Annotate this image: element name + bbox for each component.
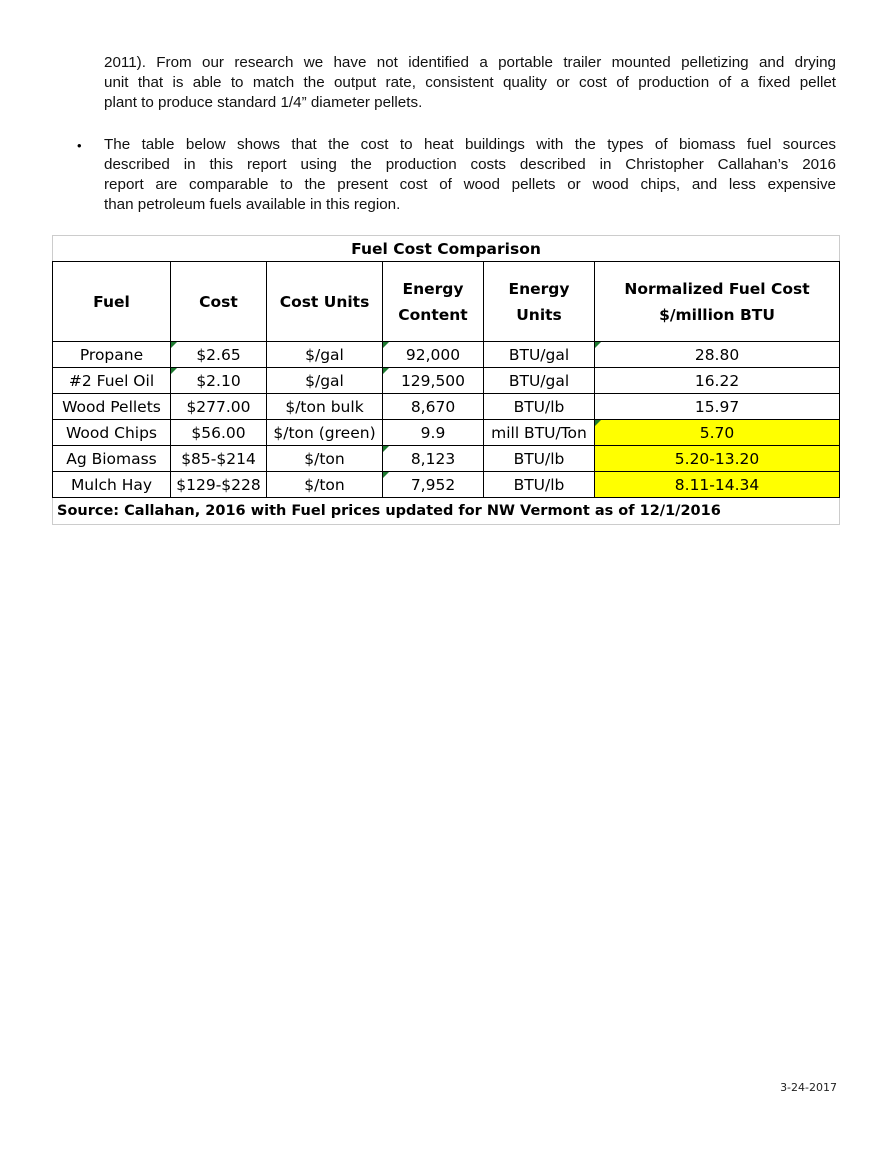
cell-fuel: Wood Pellets <box>53 394 171 420</box>
bullet-paragraph <box>104 135 836 215</box>
cell-normalized-highlighted: 5.70 <box>595 420 840 446</box>
cell-cost: $2.65 <box>171 342 267 368</box>
cell-cost: $129-$228 <box>171 472 267 498</box>
header-cost: Cost <box>171 262 267 342</box>
cell-energy-units: BTU/gal <box>484 342 595 368</box>
paragraph-line: The table below shows that the cost to heat buildings with the types of biomass fuel sources <box>104 136 836 153</box>
footer-date: 3-24-2017 <box>780 1081 837 1094</box>
header-line: Energy <box>402 279 464 298</box>
header-line: Content <box>398 305 468 324</box>
header-line: $/million BTU <box>659 305 775 324</box>
cell-cost: $56.00 <box>171 420 267 446</box>
cell-fuel: Propane <box>53 342 171 368</box>
header-cost-units: Cost Units <box>267 262 383 342</box>
cell-cost-units: $/ton <box>267 446 383 472</box>
cell-cost: $277.00 <box>171 394 267 420</box>
bullet-icon: • <box>77 138 82 153</box>
cell-cost-units: $/gal <box>267 368 383 394</box>
cell-normalized-highlighted: 5.20-13.20 <box>595 446 840 472</box>
cell-energy-content: 7,952 <box>383 472 484 498</box>
header-line: Energy <box>508 279 570 298</box>
cell-fuel: #2 Fuel Oil <box>53 368 171 394</box>
cell-energy-units: BTU/gal <box>484 368 595 394</box>
cell-energy-content: 9.9 <box>383 420 484 446</box>
cell-fuel: Wood Chips <box>53 420 171 446</box>
cell-energy-units: BTU/lb <box>484 446 595 472</box>
header-energy-content <box>383 262 484 342</box>
cell-energy-content: 8,670 <box>383 394 484 420</box>
table-header-row <box>53 262 840 342</box>
table-row <box>53 342 840 368</box>
table-title: Fuel Cost Comparison <box>53 236 840 262</box>
cell-normalized: 15.97 <box>595 394 840 420</box>
cell-energy-units: BTU/lb <box>484 472 595 498</box>
cell-cost: $85-$214 <box>171 446 267 472</box>
table-source-note: Source: Callahan, 2016 with Fuel prices updated for NW Vermont as of 12/1/2016 <box>53 498 840 525</box>
cell-fuel: Ag Biomass <box>53 446 171 472</box>
header-energy-units <box>484 262 595 342</box>
cell-normalized: 28.80 <box>595 342 840 368</box>
paragraph-line: report are comparable to the present cost of wood pellets or wood chips, and less expensive <box>104 176 836 193</box>
fuel-cost-table <box>52 235 840 525</box>
table-row <box>53 420 840 446</box>
table-row <box>53 446 840 472</box>
header-normalized-cost <box>595 262 840 342</box>
cell-cost: $2.10 <box>171 368 267 394</box>
cell-energy-content: 8,123 <box>383 446 484 472</box>
header-line: Normalized Fuel Cost <box>624 279 810 298</box>
cell-energy-content: 129,500 <box>383 368 484 394</box>
table-row <box>53 368 840 394</box>
table-row <box>53 394 840 420</box>
paragraph-line: 2011). From our research we have not identified a portable trailer mounted pelletizing and drying <box>104 54 836 71</box>
cell-energy-units: mill BTU/Ton <box>484 420 595 446</box>
paragraph-line: described in this report using the production costs described in Christopher Callahan’s 2016 <box>104 156 836 173</box>
cell-fuel: Mulch Hay <box>53 472 171 498</box>
paragraph-line: unit that is able to match the output rate, consistent quality or cost of production of a fixed pellet <box>104 74 836 91</box>
cell-energy-units: BTU/lb <box>484 394 595 420</box>
paragraph-line: plant to produce standard 1/4” diameter pellets. <box>104 94 423 111</box>
cell-cost-units: $/ton <box>267 472 383 498</box>
cell-normalized-highlighted: 8.11-14.34 <box>595 472 840 498</box>
cell-cost-units: $/ton (green) <box>267 420 383 446</box>
cell-normalized: 16.22 <box>595 368 840 394</box>
header-line: Units <box>516 305 562 324</box>
cell-energy-content: 92,000 <box>383 342 484 368</box>
cell-cost-units: $/gal <box>267 342 383 368</box>
cell-cost-units: $/ton bulk <box>267 394 383 420</box>
table-row <box>53 472 840 498</box>
paragraph-continuation <box>104 53 836 113</box>
header-fuel: Fuel <box>53 262 171 342</box>
paragraph-line: than petroleum fuels available in this region. <box>104 196 401 213</box>
